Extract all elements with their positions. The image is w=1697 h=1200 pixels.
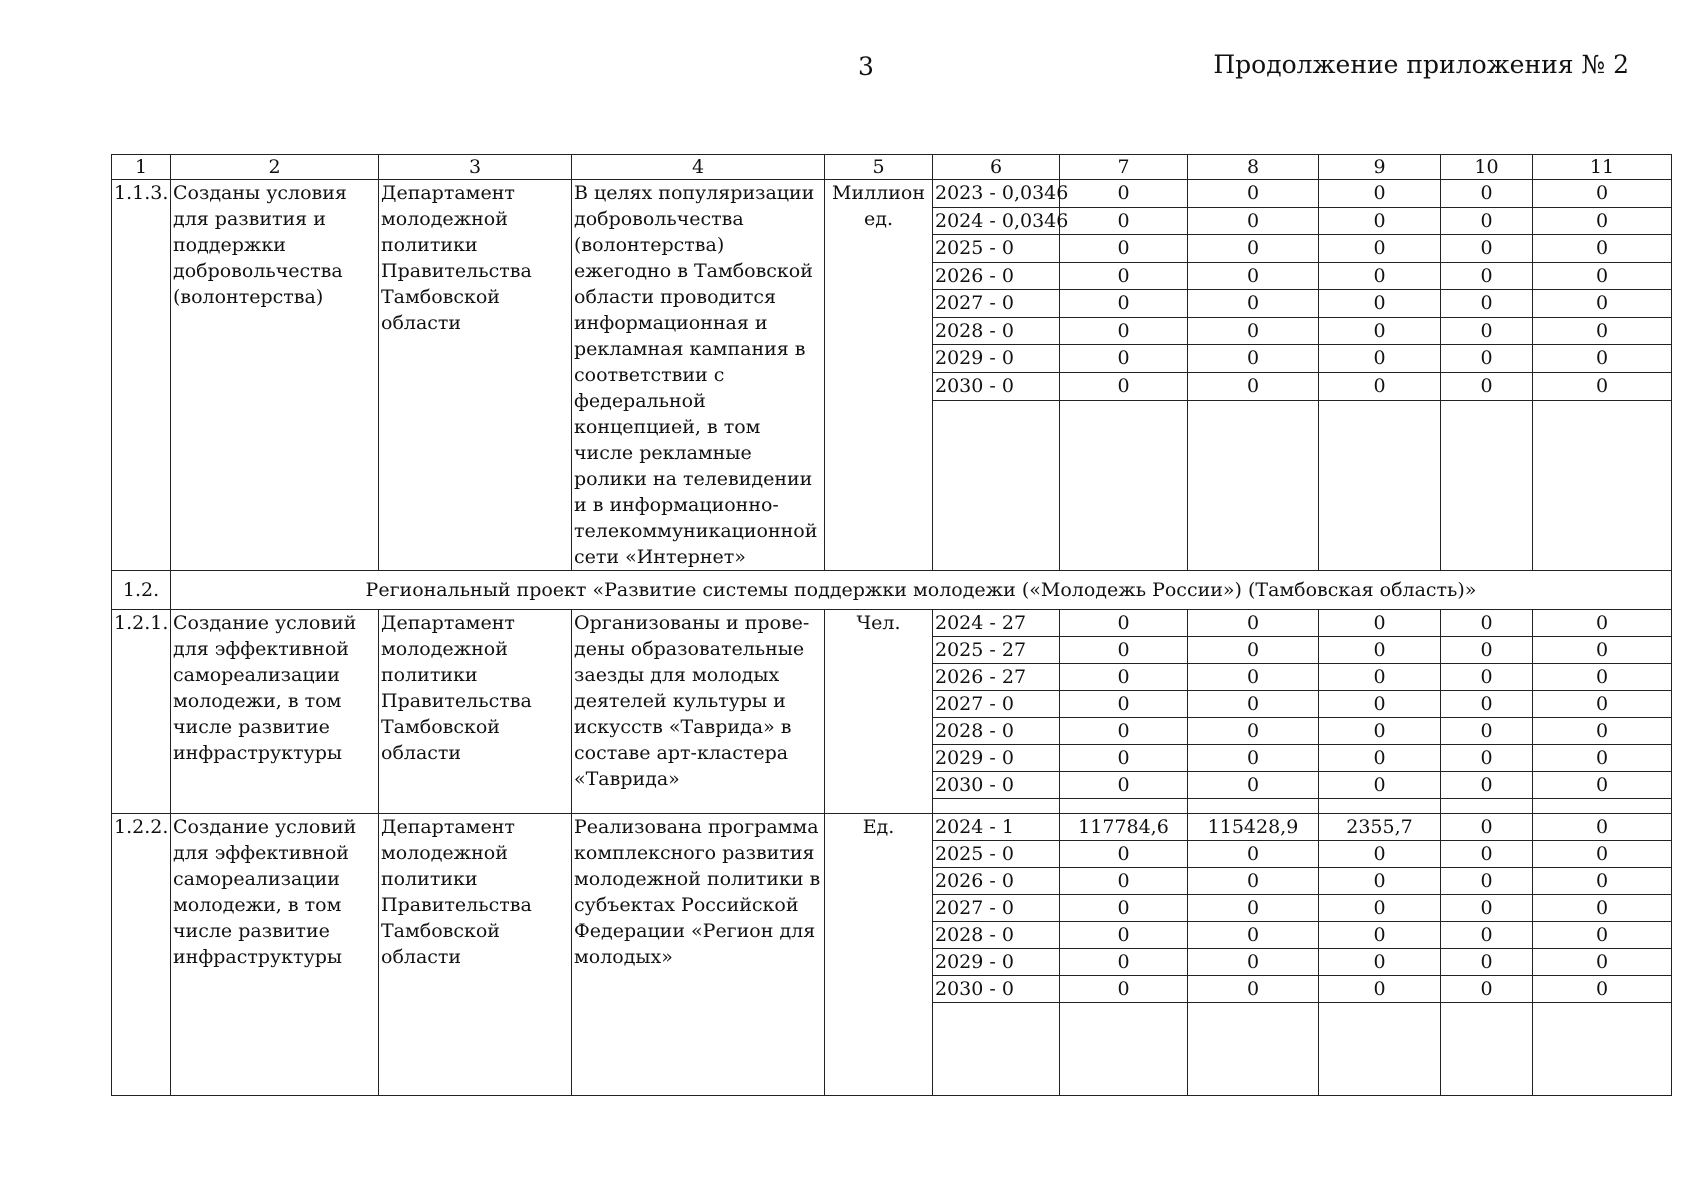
column-header: 6 bbox=[933, 155, 1060, 180]
value-col9: 0 bbox=[1319, 745, 1441, 772]
year-value: 2028 - 0 bbox=[933, 922, 1060, 949]
value-col9: 0 bbox=[1319, 235, 1441, 263]
table-row bbox=[112, 180, 1672, 208]
result-description: Организованы и прове-дены образовательные заезды для молодых деятелей культуры и искусств «Таврида» в составе арт-кластера «Таврида» bbox=[572, 610, 825, 814]
value-col11: 0 bbox=[1533, 345, 1672, 373]
empty-cell bbox=[1319, 400, 1441, 571]
empty-cell bbox=[1060, 400, 1188, 571]
value-col8: 0 bbox=[1188, 290, 1319, 318]
value-col9: 0 bbox=[1319, 949, 1441, 976]
value-col10: 0 bbox=[1441, 895, 1533, 922]
page-number: 3 bbox=[858, 52, 874, 81]
value-col11: 0 bbox=[1533, 207, 1672, 235]
year-value: 2028 - 0 bbox=[933, 317, 1060, 345]
value-col7: 0 bbox=[1060, 373, 1188, 401]
empty-cell bbox=[933, 799, 1060, 814]
value-col11: 0 bbox=[1533, 718, 1672, 745]
year-value: 2029 - 0 bbox=[933, 949, 1060, 976]
year-value: 2023 - 0,0346 bbox=[933, 180, 1060, 208]
year-value: 2027 - 0 bbox=[933, 290, 1060, 318]
value-col8: 0 bbox=[1188, 691, 1319, 718]
task-name: Созданы условия для развития и поддержки добровольчества (волонтерства) bbox=[171, 180, 379, 571]
responsible-executor: Департамент молодежной политики Правительства Тамбовской области bbox=[379, 610, 572, 814]
value-col10: 0 bbox=[1441, 772, 1533, 799]
value-col7: 0 bbox=[1060, 610, 1188, 637]
value-col9: 0 bbox=[1319, 718, 1441, 745]
value-col8: 0 bbox=[1188, 745, 1319, 772]
section-1-1-3 bbox=[112, 180, 1672, 571]
value-col7: 0 bbox=[1060, 976, 1188, 1003]
row-code: 1.2.1. bbox=[112, 610, 171, 814]
value-col11: 0 bbox=[1533, 976, 1672, 1003]
column-header: 1 bbox=[112, 155, 171, 180]
empty-cell bbox=[1533, 400, 1672, 571]
task-name: Создание условий для эффективной самореализации молодежи, в том числе развитие инфраструктуры bbox=[171, 814, 379, 1096]
value-col9: 0 bbox=[1319, 976, 1441, 1003]
value-col11: 0 bbox=[1533, 262, 1672, 290]
empty-cell bbox=[1319, 1003, 1441, 1096]
value-col7: 0 bbox=[1060, 745, 1188, 772]
value-col10: 0 bbox=[1441, 345, 1533, 373]
value-col10: 0 bbox=[1441, 868, 1533, 895]
value-col10: 0 bbox=[1441, 637, 1533, 664]
responsible-executor: Департамент молодежной политики Правительства Тамбовской области bbox=[379, 814, 572, 1096]
value-col9: 0 bbox=[1319, 691, 1441, 718]
column-header: 2 bbox=[171, 155, 379, 180]
value-col8: 0 bbox=[1188, 895, 1319, 922]
value-col7: 0 bbox=[1060, 949, 1188, 976]
year-value: 2030 - 0 bbox=[933, 373, 1060, 401]
value-col11: 0 bbox=[1533, 949, 1672, 976]
empty-cell bbox=[1188, 1003, 1319, 1096]
column-header: 4 bbox=[572, 155, 825, 180]
year-value: 2024 - 0,0346 bbox=[933, 207, 1060, 235]
value-col9: 0 bbox=[1319, 664, 1441, 691]
value-col9: 0 bbox=[1319, 868, 1441, 895]
value-col8: 0 bbox=[1188, 637, 1319, 664]
value-col10: 0 bbox=[1441, 664, 1533, 691]
appendix-continuation-note: Продолжение приложения № 2 bbox=[1213, 50, 1629, 79]
value-col7: 0 bbox=[1060, 180, 1188, 208]
value-col9: 0 bbox=[1319, 345, 1441, 373]
value-col7: 0 bbox=[1060, 718, 1188, 745]
row-code: 1.1.3. bbox=[112, 180, 171, 571]
column-header: 5 bbox=[825, 155, 933, 180]
value-col10: 0 bbox=[1441, 180, 1533, 208]
value-col10: 0 bbox=[1441, 691, 1533, 718]
value-col8: 0 bbox=[1188, 922, 1319, 949]
value-col10: 0 bbox=[1441, 718, 1533, 745]
year-value: 2026 - 27 bbox=[933, 664, 1060, 691]
year-value: 2026 - 0 bbox=[933, 868, 1060, 895]
empty-cell bbox=[933, 1003, 1060, 1096]
value-col8: 0 bbox=[1188, 718, 1319, 745]
value-col10: 0 bbox=[1441, 745, 1533, 772]
value-col11: 0 bbox=[1533, 180, 1672, 208]
empty-cell bbox=[1441, 400, 1533, 571]
value-col8: 0 bbox=[1188, 345, 1319, 373]
empty-cell bbox=[1319, 799, 1441, 814]
value-col11: 0 bbox=[1533, 664, 1672, 691]
value-col7: 0 bbox=[1060, 290, 1188, 318]
value-col8: 0 bbox=[1188, 235, 1319, 263]
section-1-2-1 bbox=[112, 610, 1672, 814]
value-col11: 0 bbox=[1533, 772, 1672, 799]
value-col10: 0 bbox=[1441, 841, 1533, 868]
value-col7: 117784,6 bbox=[1060, 814, 1188, 841]
column-header: 11 bbox=[1533, 155, 1672, 180]
value-col9: 2355,7 bbox=[1319, 814, 1441, 841]
empty-cell bbox=[1060, 1003, 1188, 1096]
value-col9: 0 bbox=[1319, 922, 1441, 949]
table-row bbox=[112, 610, 1672, 637]
value-col10: 0 bbox=[1441, 814, 1533, 841]
column-header: 3 bbox=[379, 155, 572, 180]
value-col9: 0 bbox=[1319, 895, 1441, 922]
unit-of-measure: Ед. bbox=[825, 814, 933, 1096]
row-code: 1.2. bbox=[112, 571, 171, 610]
value-col10: 0 bbox=[1441, 949, 1533, 976]
unit-of-measure: Миллион ед. bbox=[825, 180, 933, 571]
unit-of-measure: Чел. bbox=[825, 610, 933, 814]
value-col11: 0 bbox=[1533, 290, 1672, 318]
year-value: 2027 - 0 bbox=[933, 895, 1060, 922]
value-col11: 0 bbox=[1533, 895, 1672, 922]
value-col8: 115428,9 bbox=[1188, 814, 1319, 841]
empty-cell bbox=[1188, 799, 1319, 814]
column-header: 9 bbox=[1319, 155, 1441, 180]
value-col8: 0 bbox=[1188, 976, 1319, 1003]
value-col11: 0 bbox=[1533, 235, 1672, 263]
value-col10: 0 bbox=[1441, 235, 1533, 263]
empty-cell bbox=[1441, 1003, 1533, 1096]
value-col9: 0 bbox=[1319, 180, 1441, 208]
year-value: 2030 - 0 bbox=[933, 976, 1060, 1003]
value-col9: 0 bbox=[1319, 637, 1441, 664]
table-row bbox=[112, 814, 1672, 841]
value-col7: 0 bbox=[1060, 922, 1188, 949]
empty-cell bbox=[1441, 799, 1533, 814]
value-col7: 0 bbox=[1060, 895, 1188, 922]
year-value: 2025 - 0 bbox=[933, 235, 1060, 263]
value-col11: 0 bbox=[1533, 922, 1672, 949]
column-header: 7 bbox=[1060, 155, 1188, 180]
empty-cell bbox=[933, 400, 1060, 571]
value-col9: 0 bbox=[1319, 841, 1441, 868]
value-col7: 0 bbox=[1060, 262, 1188, 290]
value-col9: 0 bbox=[1319, 772, 1441, 799]
indicators-table bbox=[111, 154, 1672, 1096]
project-header-row bbox=[112, 571, 1672, 610]
section-1-2 bbox=[112, 571, 1672, 610]
row-code: 1.2.2. bbox=[112, 814, 171, 1096]
value-col8: 0 bbox=[1188, 841, 1319, 868]
value-col7: 0 bbox=[1060, 345, 1188, 373]
year-value: 2027 - 0 bbox=[933, 691, 1060, 718]
value-col7: 0 bbox=[1060, 868, 1188, 895]
value-col9: 0 bbox=[1319, 317, 1441, 345]
value-col7: 0 bbox=[1060, 841, 1188, 868]
value-col11: 0 bbox=[1533, 814, 1672, 841]
result-description: В целях популяризации добровольчества (волонтерства) ежегодно в Тамбовской области проводится информационная и рекламная кампания в соответствии с федеральной концепцией, в том числе рекламные ролики на телевидении и в информационно-телекоммуникационной сети «Интернет» bbox=[572, 180, 825, 571]
value-col8: 0 bbox=[1188, 180, 1319, 208]
value-col10: 0 bbox=[1441, 373, 1533, 401]
value-col8: 0 bbox=[1188, 664, 1319, 691]
empty-cell bbox=[1188, 400, 1319, 571]
value-col7: 0 bbox=[1060, 664, 1188, 691]
year-value: 2030 - 0 bbox=[933, 772, 1060, 799]
empty-cell bbox=[1060, 799, 1188, 814]
value-col7: 0 bbox=[1060, 772, 1188, 799]
value-col10: 0 bbox=[1441, 922, 1533, 949]
year-value: 2028 - 0 bbox=[933, 718, 1060, 745]
value-col11: 0 bbox=[1533, 373, 1672, 401]
task-name: Создание условий для эффективной самореализации молодежи, в том числе развитие инфраструктуры bbox=[171, 610, 379, 814]
value-col11: 0 bbox=[1533, 745, 1672, 772]
section-1-2-2 bbox=[112, 814, 1672, 1096]
column-header: 8 bbox=[1188, 155, 1319, 180]
value-col10: 0 bbox=[1441, 610, 1533, 637]
year-value: 2029 - 0 bbox=[933, 345, 1060, 373]
result-description: Реализована программа комплексного развития молодежной политики в субъектах Российской Федерации «Регион для молодых» bbox=[572, 814, 825, 1096]
value-col7: 0 bbox=[1060, 637, 1188, 664]
value-col8: 0 bbox=[1188, 868, 1319, 895]
year-value: 2025 - 0 bbox=[933, 841, 1060, 868]
value-col7: 0 bbox=[1060, 207, 1188, 235]
year-value: 2029 - 0 bbox=[933, 745, 1060, 772]
value-col8: 0 bbox=[1188, 772, 1319, 799]
value-col7: 0 bbox=[1060, 317, 1188, 345]
value-col11: 0 bbox=[1533, 868, 1672, 895]
value-col9: 0 bbox=[1319, 290, 1441, 318]
value-col11: 0 bbox=[1533, 610, 1672, 637]
value-col8: 0 bbox=[1188, 949, 1319, 976]
value-col9: 0 bbox=[1319, 373, 1441, 401]
value-col7: 0 bbox=[1060, 691, 1188, 718]
year-value: 2024 - 27 bbox=[933, 610, 1060, 637]
value-col11: 0 bbox=[1533, 317, 1672, 345]
value-col8: 0 bbox=[1188, 373, 1319, 401]
project-title: Региональный проект «Развитие системы поддержки молодежи («Молодежь России») (Тамбовская область)» bbox=[171, 571, 1672, 610]
value-col10: 0 bbox=[1441, 207, 1533, 235]
value-col8: 0 bbox=[1188, 317, 1319, 345]
value-col9: 0 bbox=[1319, 207, 1441, 235]
value-col11: 0 bbox=[1533, 841, 1672, 868]
responsible-executor: Департамент молодежной политики Правительства Тамбовской области bbox=[379, 180, 572, 571]
empty-cell bbox=[1533, 1003, 1672, 1096]
value-col10: 0 bbox=[1441, 317, 1533, 345]
value-col7: 0 bbox=[1060, 235, 1188, 263]
year-value: 2026 - 0 bbox=[933, 262, 1060, 290]
value-col9: 0 bbox=[1319, 610, 1441, 637]
year-value: 2024 - 1 bbox=[933, 814, 1060, 841]
column-number-row bbox=[112, 155, 1672, 180]
value-col11: 0 bbox=[1533, 637, 1672, 664]
value-col8: 0 bbox=[1188, 610, 1319, 637]
value-col8: 0 bbox=[1188, 262, 1319, 290]
year-value: 2025 - 27 bbox=[933, 637, 1060, 664]
empty-cell bbox=[1533, 799, 1672, 814]
value-col11: 0 bbox=[1533, 691, 1672, 718]
value-col9: 0 bbox=[1319, 262, 1441, 290]
value-col10: 0 bbox=[1441, 976, 1533, 1003]
value-col8: 0 bbox=[1188, 207, 1319, 235]
column-header: 10 bbox=[1441, 155, 1533, 180]
value-col10: 0 bbox=[1441, 262, 1533, 290]
value-col10: 0 bbox=[1441, 290, 1533, 318]
